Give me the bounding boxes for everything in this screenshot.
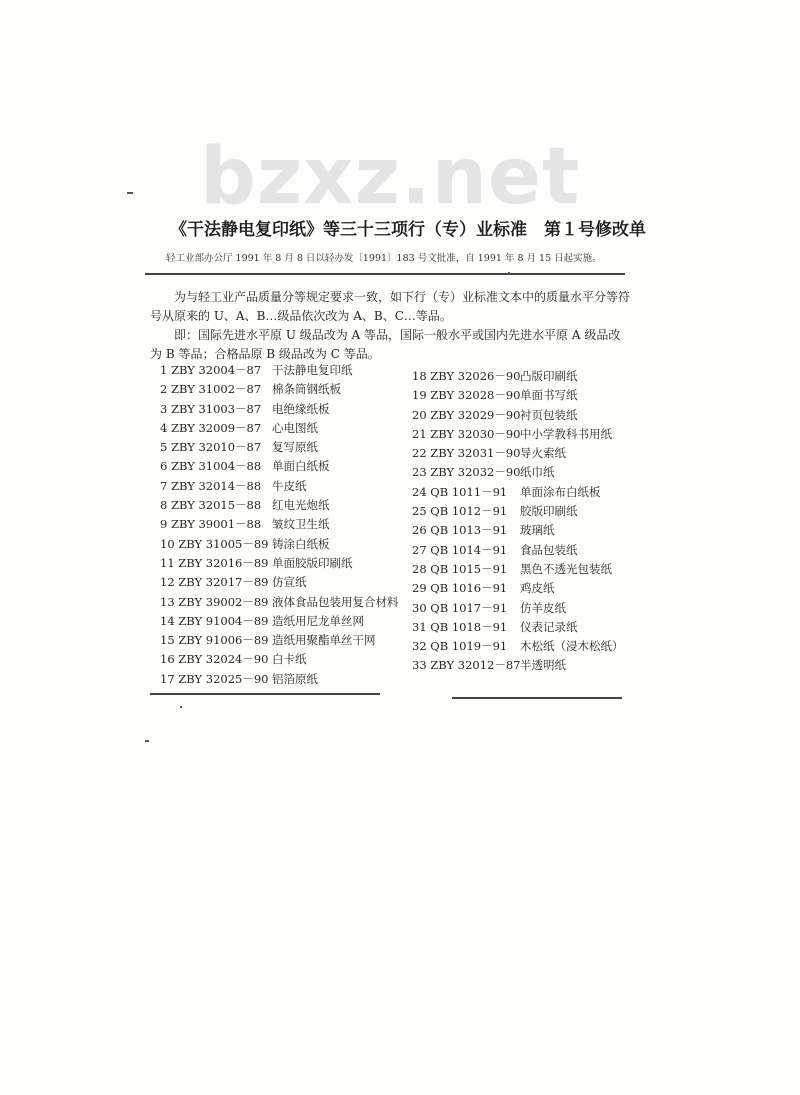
- standard-name: 白卡纸: [272, 652, 307, 667]
- standard-item: [412, 406, 647, 425]
- standard-item: [412, 560, 647, 579]
- standard-code: 4 ZBY 32009－87: [160, 420, 262, 435]
- standard-code: 23 ZBY 32032－90: [412, 465, 521, 480]
- standard-name: 黑色不透光包装纸: [520, 561, 612, 576]
- header-divider: [145, 273, 625, 275]
- standard-code: 3 ZBY 31003－87: [160, 401, 262, 416]
- body-text: [150, 288, 630, 364]
- standard-item: [412, 521, 647, 540]
- standard-code: 7 ZBY 32014－88: [160, 478, 262, 493]
- standard-code: 12 ZBY 32017－89: [160, 575, 269, 590]
- standard-item: [412, 541, 647, 560]
- approval-note: 轻工业部办公厅 1991 年 8 月 8 日以轻办发〔1991〕183 号文批准，自 1991 年 8 月 15 日起实施。: [166, 253, 602, 264]
- standard-code: 26 QB 1013－91: [412, 523, 508, 538]
- standard-item: [412, 367, 647, 386]
- footer-divider-right: [452, 697, 622, 699]
- standard-item: [412, 444, 647, 463]
- standards-list-left: [160, 361, 410, 689]
- standard-code: 24 QB 1011－91: [412, 484, 508, 499]
- standard-item: [160, 361, 410, 380]
- standard-item: [412, 637, 647, 656]
- standard-code: 10 ZBY 31005－89: [160, 536, 269, 551]
- standard-item: [412, 425, 647, 444]
- standard-name: 凸版印刷纸: [520, 369, 578, 383]
- standard-name: 造纸用尼龙单丝网: [272, 613, 364, 628]
- standard-name: 半透明纸: [520, 658, 566, 673]
- standard-name: 玻璃纸: [520, 523, 555, 538]
- standard-code: 19 ZBY 32028－90: [412, 388, 521, 403]
- standard-code: 2 ZBY 31002－87: [160, 382, 262, 397]
- standard-name: 仪表记录纸: [520, 619, 578, 634]
- standard-code: 25 QB 1012－91: [412, 504, 508, 519]
- standard-name: 食品包装纸: [520, 542, 578, 557]
- standard-item: [160, 631, 410, 650]
- standard-item: [160, 670, 410, 689]
- standard-item: [160, 380, 410, 399]
- standard-name: 牛皮纸: [272, 478, 307, 493]
- standard-code: 6 ZBY 31004－88: [160, 459, 262, 474]
- standard-code: 22 ZBY 32031－90: [412, 446, 521, 461]
- standard-code: 18 ZBY 32026－90: [412, 369, 521, 383]
- standard-name: 纸巾纸: [520, 465, 555, 480]
- standard-item: [412, 502, 647, 521]
- standard-item: [412, 463, 647, 482]
- scan-speck: [180, 706, 182, 708]
- standard-item: [160, 419, 410, 438]
- standard-name: 单面胶版印刷纸: [272, 555, 353, 570]
- standard-name: 仿羊皮纸: [520, 600, 566, 615]
- standard-code: 14 ZBY 91004－89: [160, 613, 269, 628]
- standard-name: 铸涂白纸板: [272, 536, 330, 551]
- standard-name: 红电光炮纸: [272, 498, 330, 513]
- standard-name: 单面书写纸: [520, 388, 578, 403]
- standard-name: 仿宣纸: [272, 575, 307, 590]
- standard-item: [412, 386, 647, 405]
- standard-code: 29 QB 1016－91: [412, 581, 508, 596]
- standard-code: 30 QB 1017－91: [412, 600, 508, 615]
- standard-code: 11 ZBY 32016－89: [160, 555, 269, 570]
- standard-name: 干法静电复印纸: [272, 363, 353, 377]
- standard-name: 造纸用聚酯单丝干网: [272, 633, 376, 648]
- standard-code: 13 ZBY 39002－89: [160, 594, 269, 609]
- standard-item: [412, 656, 647, 675]
- standard-name: 棉条筒钢纸板: [272, 382, 341, 397]
- standard-item: [160, 496, 410, 515]
- standard-name: 鸡皮纸: [520, 581, 555, 596]
- standard-name: 液体食品包装用复合材料: [272, 594, 399, 609]
- standard-code: 15 ZBY 91006－89: [160, 633, 269, 648]
- standard-code: 5 ZBY 32010－87: [160, 440, 262, 455]
- standard-item: [160, 650, 410, 669]
- paragraph-2: 即：国际先进水平原 U 级品改为 A 等品，国际一般水平或国内先进水平原 A 级品改为 B 等品；合格品原 B 级品改为 C 等品。: [150, 328, 621, 361]
- standard-item: [160, 554, 410, 573]
- standard-code: 33 ZBY 32012－87: [412, 658, 521, 673]
- document-title: 《干法静电复印纸》等三十三项行（专）业标准 第１号修改单: [170, 220, 646, 240]
- standard-name: 心电图纸: [272, 420, 318, 435]
- standard-item: [160, 515, 410, 534]
- standard-item: [160, 573, 410, 592]
- standard-code: 17 ZBY 32025－90: [160, 671, 269, 686]
- scan-speck: [127, 192, 133, 194]
- standard-code: 16 ZBY 32024－90: [160, 652, 269, 667]
- standard-name: 木松纸（浸木松纸）: [520, 639, 624, 654]
- standard-item: [412, 618, 647, 637]
- scan-speck: [145, 740, 149, 742]
- standard-name: 中小学教科书用纸: [520, 426, 612, 441]
- standard-code: 27 QB 1014－91: [412, 542, 508, 557]
- standard-name: 单面涂布白纸板: [520, 484, 601, 499]
- standard-item: [160, 438, 410, 457]
- standard-code: 9 ZBY 39001－88: [160, 517, 262, 532]
- footer-divider-left: [150, 693, 380, 695]
- standard-item: [160, 400, 410, 419]
- standard-item: [160, 612, 410, 631]
- standard-code: 1 ZBY 32004－87: [160, 363, 262, 377]
- standard-name: 导火索纸: [520, 446, 566, 461]
- standard-name: 皱纹卫生纸: [272, 517, 330, 532]
- watermark: bzxz.net: [200, 132, 581, 222]
- standard-item: [160, 457, 410, 476]
- standard-name: 衬页包装纸: [520, 407, 578, 422]
- standard-item: [412, 579, 647, 598]
- standard-code: 8 ZBY 32015－88: [160, 498, 262, 513]
- standard-name: 单面白纸板: [272, 459, 330, 474]
- standards-list-right: [412, 367, 647, 676]
- standard-code: 20 ZBY 32029－90: [412, 407, 521, 422]
- standard-item: [412, 599, 647, 618]
- standard-code: 21 ZBY 32030－90: [412, 426, 521, 441]
- standard-code: 28 QB 1015－91: [412, 561, 508, 576]
- standard-item: [412, 483, 647, 502]
- standard-name: 铝箔原纸: [272, 671, 318, 686]
- standard-item: [160, 535, 410, 554]
- scan-speck: [508, 272, 510, 275]
- standard-item: [160, 593, 410, 612]
- paragraph-1: 为与轻工业产品质量分等规定要求一致，如下行（专）业标准文本中的质量水平分等符号从原来的 U、A、B…级品依次改为 A、B、C…等品。: [150, 290, 631, 323]
- standard-name: 胶版印刷纸: [520, 504, 578, 519]
- standard-item: [160, 477, 410, 496]
- standard-code: 31 QB 1018－91: [412, 619, 508, 634]
- standard-name: 复写原纸: [272, 440, 318, 455]
- standard-code: 32 QB 1019－91: [412, 639, 508, 654]
- standard-name: 电绝缘纸板: [272, 401, 330, 416]
